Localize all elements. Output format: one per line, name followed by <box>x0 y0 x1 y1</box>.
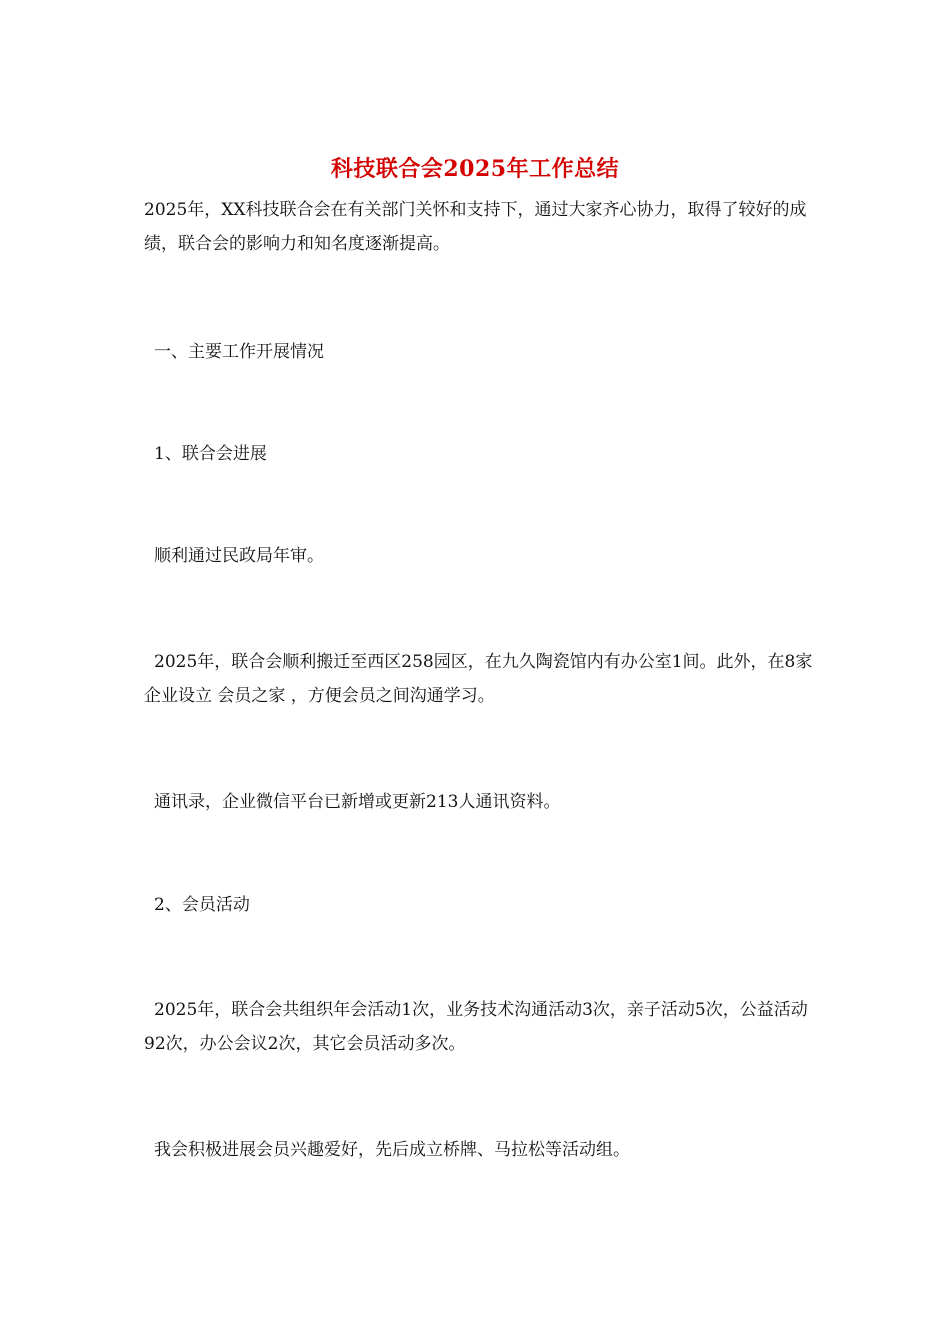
paragraph-interest-groups: 我会积极进展会员兴趣爱好，先后成立桥牌、马拉松等活动组。 <box>154 1140 630 1160</box>
section-heading-main-work: 一、主要工作开展情况 <box>154 342 324 362</box>
subheading-member-activities: 2、会员活动 <box>154 895 250 915</box>
document-title: 科技联合会2025年工作总结 <box>330 156 620 182</box>
intro-paragraph: 2025年，XX科技联合会在有关部门关怀和支持下，通过大家齐心协力，取得了较好的成绩，联合会的影响力和知名度逐渐提高。 <box>144 200 807 254</box>
paragraph-directory: 通讯录，企业微信平台已新增或更新213人通讯资料。 <box>154 792 561 812</box>
subheading-progress: 1、联合会进展 <box>154 444 267 464</box>
paragraph-annual-review: 顺利通过民政局年审。 <box>154 546 324 566</box>
paragraph-activities: 2025年，联合会共组织年会活动1次，业务技术沟通活动3次，亲子活动5次，公益活动92次，办公会议2次，其它会员活动多次。 <box>144 1000 808 1054</box>
paragraph-relocation: 2025年，联合会顺利搬迁至西区258园区，在九久陶瓷馆内有办公室1间。此外，在8家企业设立 会员之家 ，方便会员之间沟通学习。 <box>144 652 813 706</box>
